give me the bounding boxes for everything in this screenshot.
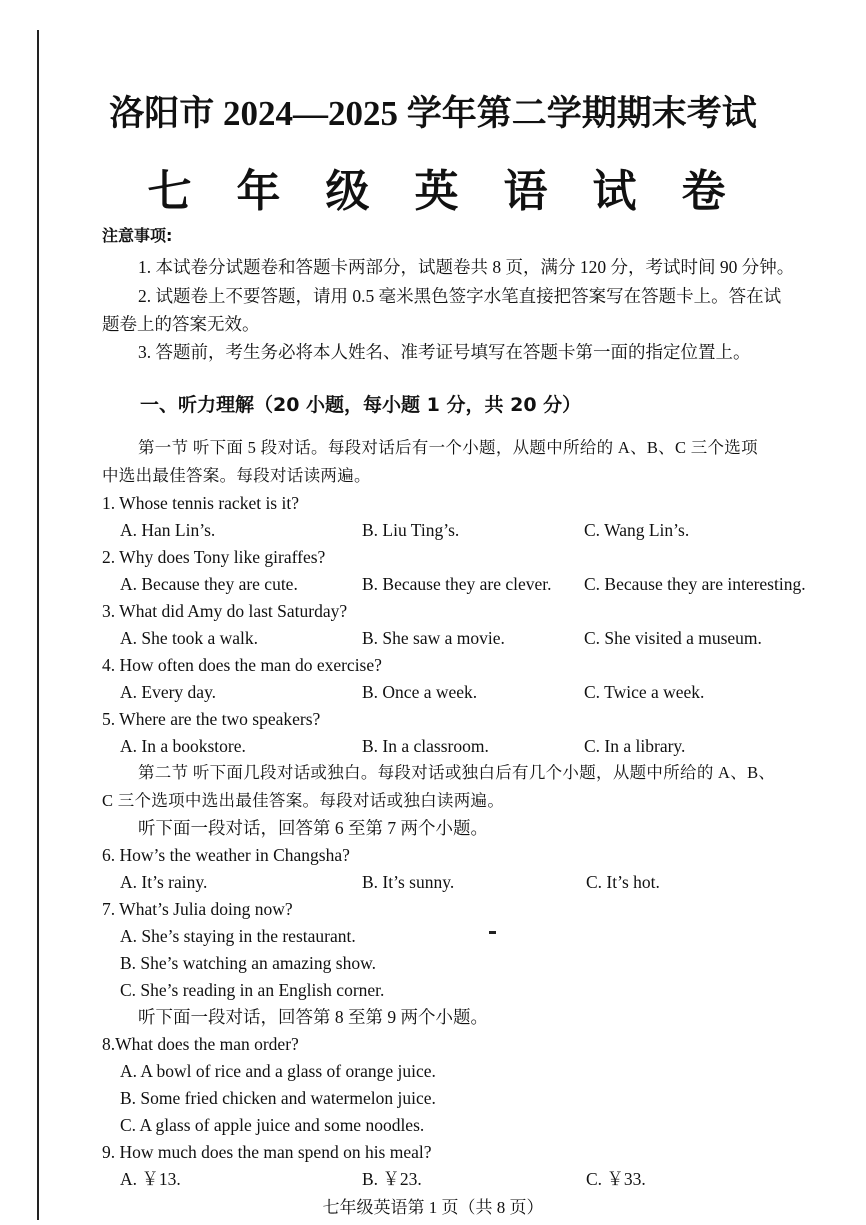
- q6-option-a: A. It’s rainy.: [120, 872, 208, 892]
- question-9: 9. How much does the man spend on his meal?: [102, 1142, 432, 1162]
- q6-option-b: B. It’s sunny.: [362, 872, 455, 892]
- section-heading-listening: 一、听力理解（20 小题，每小题 1 分，共 20 分）: [140, 394, 582, 416]
- q6-option-c: C. It’s hot.: [586, 872, 660, 892]
- q9-option-b: B. ￥23.: [362, 1169, 422, 1189]
- notice-item-3: 3. 答题前，考生务必将本人姓名、准考证号填写在答题卡第一面的指定位置上。: [138, 342, 751, 362]
- stray-mark: [489, 931, 496, 934]
- q5-option-c: C. In a library.: [584, 736, 686, 756]
- question-2: 2. Why does Tony like giraffes?: [102, 547, 326, 567]
- q2-option-c: C. Because they are interesting.: [584, 574, 806, 594]
- part2-instructions: 第二节 听下面几段对话或独白。每段对话或独白后有几个小题，从题中所给的 A、B、: [138, 763, 776, 782]
- q8-option-a: A. A bowl of rice and a glass of orange juice.: [120, 1061, 436, 1081]
- question-1: 1. Whose tennis racket is it?: [102, 493, 299, 513]
- question-4: 4. How often does the man do exercise?: [102, 655, 382, 675]
- exam-subtitle: 七 年 级 英 语 试 卷: [147, 167, 743, 216]
- q8-option-c: C. A glass of apple juice and some noodles.: [120, 1115, 425, 1135]
- dialog-note-6-7: 听下面一段对话，回答第 6 至第 7 两个小题。: [138, 818, 488, 838]
- q4-option-b: B. Once a week.: [362, 682, 478, 702]
- q7-option-c: C. She’s reading in an English corner.: [120, 980, 385, 1000]
- part1-instructions-cont: 中选出最佳答案。每段对话读两遍。: [102, 466, 371, 485]
- question-7: 7. What’s Julia doing now?: [102, 899, 293, 919]
- q9-option-c: C. ￥33.: [586, 1169, 646, 1189]
- page-footer: 七年级英语第 1 页（共 8 页）: [322, 1198, 544, 1217]
- notice-item-2-cont: 题卷上的答案无效。: [102, 314, 260, 334]
- part1-instructions: 第一节 听下面 5 段对话。每段对话后有一个小题，从题中所给的 A、B、C 三个选项: [138, 438, 758, 457]
- q9-option-a: A. ￥13.: [120, 1169, 181, 1189]
- notice-item-2: 2. 试题卷上不要答题，请用 0.5 毫米黑色签字水笔直接把答案写在答题卡上。答在试: [138, 286, 782, 306]
- q1-option-a: A. Han Lin’s.: [120, 520, 216, 540]
- exam-title: 洛阳市 2024—2025 学年第二学期期末考试: [109, 94, 757, 133]
- q1-option-c: C. Wang Lin’s.: [584, 520, 690, 540]
- q8-option-b: B. Some fried chicken and watermelon juice.: [120, 1088, 436, 1108]
- q5-option-b: B. In a classroom.: [362, 736, 489, 756]
- notice-item-1: 1. 本试卷分试题卷和答题卡两部分，试题卷共 8 页，满分 120 分，考试时间 90 分钟。: [138, 257, 795, 277]
- question-5: 5. Where are the two speakers?: [102, 709, 321, 729]
- part2-instructions-cont: C 三个选项中选出最佳答案。每段对话或独白读两遍。: [102, 791, 505, 810]
- q3-option-b: B. She saw a movie.: [362, 628, 505, 648]
- q4-option-c: C. Twice a week.: [584, 682, 705, 702]
- q2-option-b: B. Because they are clever.: [362, 574, 552, 594]
- question-6: 6. How’s the weather in Changsha?: [102, 845, 350, 865]
- q5-option-a: A. In a bookstore.: [120, 736, 246, 756]
- q2-option-a: A. Because they are cute.: [120, 574, 298, 594]
- question-8: 8.What does the man order?: [102, 1034, 299, 1054]
- q3-option-c: C. She visited a museum.: [584, 628, 762, 648]
- q7-option-b: B. She’s watching an amazing show.: [120, 953, 376, 973]
- dialog-note-8-9: 听下面一段对话，回答第 8 至第 9 两个小题。: [138, 1007, 488, 1027]
- question-3: 3. What did Amy do last Saturday?: [102, 601, 348, 621]
- q7-option-a: A. She’s staying in the restaurant.: [120, 926, 356, 946]
- notice-heading: 注意事项:: [102, 226, 173, 245]
- q3-option-a: A. She took a walk.: [120, 628, 259, 648]
- q1-option-b: B. Liu Ting’s.: [362, 520, 460, 540]
- q4-option-a: A. Every day.: [120, 682, 217, 702]
